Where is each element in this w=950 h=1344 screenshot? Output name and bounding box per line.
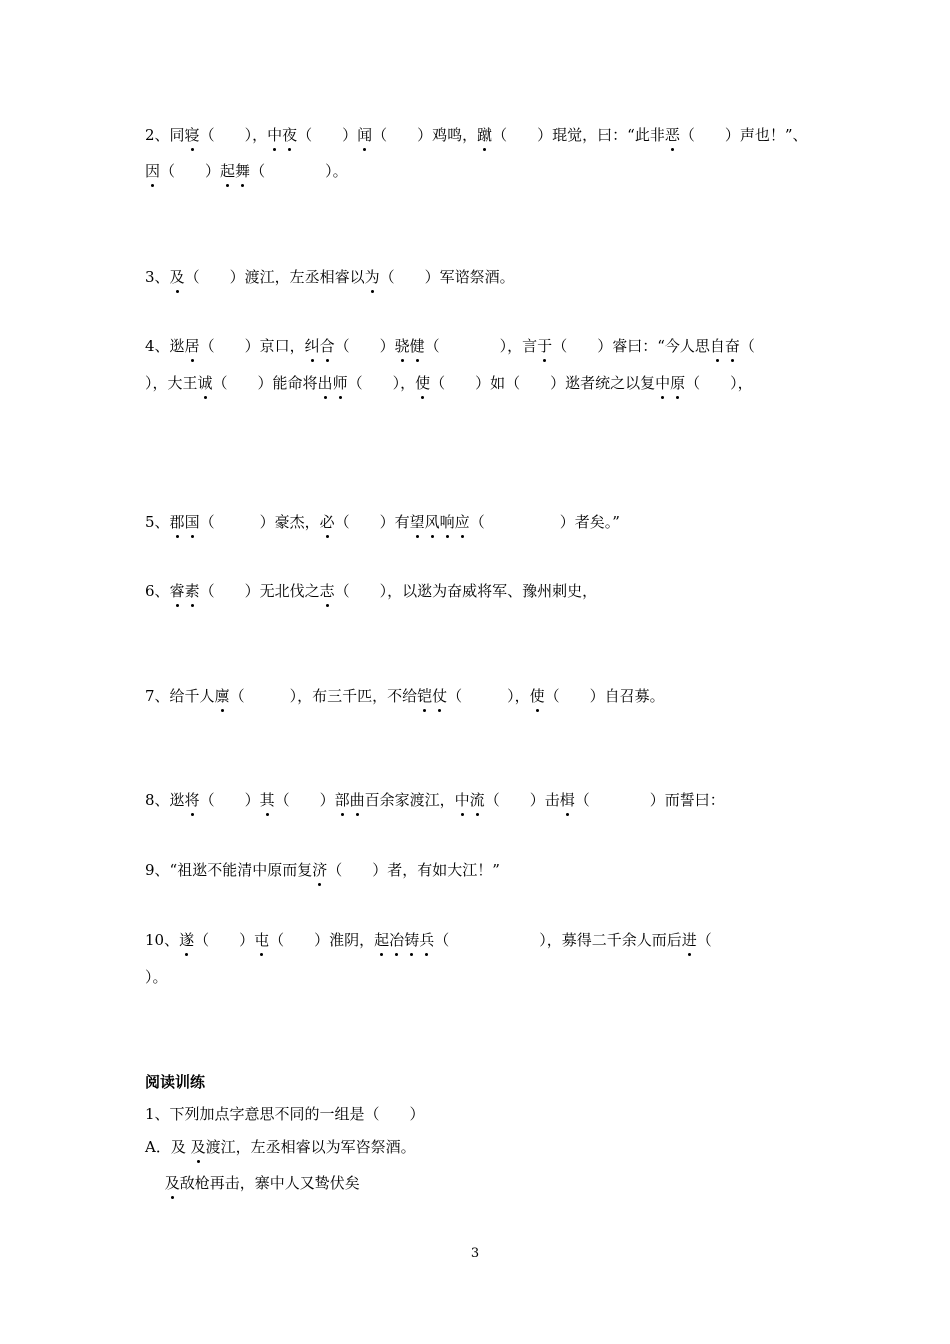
dotted-character: 骁: [394, 337, 410, 355]
dotted-character: 素: [184, 582, 200, 600]
dotted-character: 铠: [417, 687, 433, 705]
dotted-character: 进: [681, 931, 697, 949]
exercise-2-line-1: 2、同寝（ ），中夜（ ）闻（ ）鸡鸣，蹴（ ）琨觉，曰：“此非恶（ ）声也！”、: [145, 126, 808, 144]
dotted-character: 国: [184, 513, 200, 531]
dotted-character: 于: [537, 337, 553, 355]
dotted-character: 中: [267, 126, 283, 144]
dotted-character: 睿: [169, 582, 185, 600]
dotted-character: 因: [145, 162, 161, 180]
exercise-6-line-1: 6、睿素（ ）无北伐之志（ ），以逖为奋威将军、豫州刺史，: [145, 582, 598, 600]
dotted-character: 纠: [304, 337, 320, 355]
exercise-9-line-1: 9、“祖逖不能清中原而复济（ ）者，有如大江！”: [145, 861, 500, 879]
dotted-character: 响: [439, 513, 455, 531]
dotted-character: 师: [332, 374, 348, 392]
dotted-character: 曲: [349, 791, 365, 809]
dotted-character: 居: [184, 337, 200, 355]
exercise-4-line-2: ），大王诚（ ）能命将出师（ ），使（ ）如（ ）逖者统之以复中原（ ），: [145, 374, 753, 392]
exercise-10-line-1: 10、遂（ ）屯（ ）淮阴，起冶铸兵（ ），募得二千余人而后进（: [145, 931, 712, 949]
dotted-character: 使: [529, 687, 545, 705]
dotted-character: 寝: [184, 126, 200, 144]
dotted-character: 志: [319, 582, 335, 600]
dotted-character: 铸: [404, 931, 420, 949]
exercise-4-line-1: 4、逖居（ ）京口，纠合（ ）骁健（ ），言于（ ）睿曰：“今人思自奋（: [145, 337, 755, 355]
dotted-character: 廪: [214, 687, 230, 705]
dotted-character: 使: [415, 374, 431, 392]
dotted-character: 及: [164, 1174, 180, 1192]
reading-question-1: 1、下列加点字意思不同的一组是（ ）: [145, 1105, 425, 1123]
dotted-character: 恶: [664, 126, 680, 144]
dotted-character: 遂: [179, 931, 195, 949]
dotted-character: 流: [469, 791, 485, 809]
dotted-character: 中: [454, 791, 470, 809]
page-number: 3: [470, 1246, 480, 1261]
dotted-character: 及: [169, 268, 185, 286]
dotted-character: 部: [334, 791, 350, 809]
reading-section-heading: 阅读训练: [145, 1073, 206, 1091]
dotted-character: 闻: [357, 126, 373, 144]
dotted-character: 济: [312, 861, 328, 879]
dotted-character: 起: [220, 162, 236, 180]
dotted-character: 及: [190, 1138, 206, 1156]
dotted-character: 舞: [235, 162, 251, 180]
dotted-character: 夜: [282, 126, 298, 144]
dotted-character: 望: [409, 513, 425, 531]
exercise-2-line-2: 因（ ）起舞（ ）。: [145, 162, 348, 180]
dotted-character: 合: [319, 337, 335, 355]
dotted-character: 风: [424, 513, 440, 531]
exercise-8-line-1: 8、逖将（ ）其（ ）部曲百余家渡江，中流（ ）击楫（ ）而誓曰：: [145, 791, 725, 809]
dotted-character: 郡: [169, 513, 185, 531]
exercise-7-line-1: 7、给千人廪（ ），布三千匹，不给铠仗（ ），使（ ）自召募。: [145, 687, 665, 705]
dotted-character: 为: [364, 268, 380, 286]
dotted-character: 健: [409, 337, 425, 355]
dotted-character: 中: [655, 374, 671, 392]
dotted-character: 其: [259, 791, 275, 809]
dotted-character: 出: [317, 374, 333, 392]
dotted-character: 奋: [724, 337, 740, 355]
exercise-3-line-1: 3、及（ ）渡江，左丞相睿以为（ ）军谘祭酒。: [145, 268, 515, 286]
dotted-character: 起: [374, 931, 390, 949]
dotted-character: 自: [709, 337, 725, 355]
dotted-character: 必: [319, 513, 335, 531]
dotted-character: 原: [670, 374, 686, 392]
dotted-character: 蹴: [477, 126, 493, 144]
exercise-5-line-1: 5、郡国（ ）豪杰，必（ ）有望风响应（ ）者矣。”: [145, 513, 620, 531]
reading-option-a-line-1: A．及 及渡江，左丞相睿以为军咨祭酒。: [145, 1138, 416, 1156]
dotted-character: 诚: [197, 374, 213, 392]
dotted-character: 应: [454, 513, 470, 531]
exercise-10-line-2: ）。: [145, 968, 168, 986]
dotted-character: 屯: [254, 931, 270, 949]
dotted-character: 楫: [559, 791, 575, 809]
dotted-character: 将: [184, 791, 200, 809]
dotted-character: 兵: [419, 931, 435, 949]
dotted-character: 仗: [432, 687, 448, 705]
dotted-character: 冶: [389, 931, 405, 949]
reading-option-a-line-2: 及敌枪再击，寨中人又鸷伏矣: [164, 1174, 360, 1192]
